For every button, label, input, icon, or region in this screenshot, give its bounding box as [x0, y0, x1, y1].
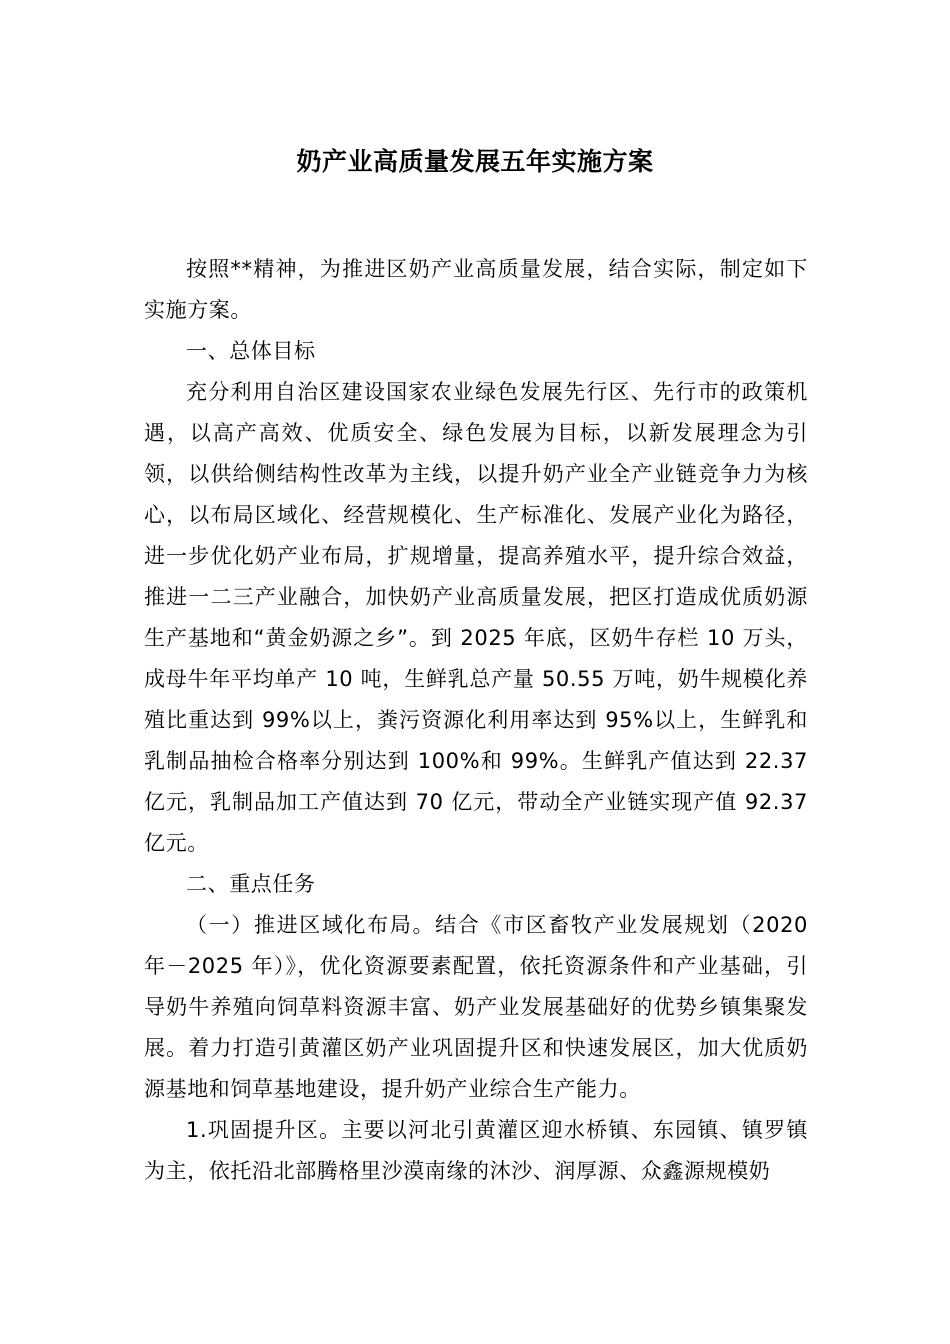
document-body [144, 249, 808, 1192]
regional-layout-paragraph: （一）推进区域化布局。结合《市区畜牧产业发展规划（2020 年－2025 年）》，优化资源要素配置，依托资源条件和产业基础，引导奶牛养殖向饲草料资源丰富、奶产业发展基础好的优势乡镇集聚发展。着力打造引黄灌区奶产业巩固提升区和快速发展区，加大优质奶源基地和饲草基地建设，提升奶产业综合生产能力。 [144, 913, 808, 1101]
consolidation-zone-paragraph: 1.巩固提升区。主要以河北引黄灌区迎水桥镇、东园镇、镇罗镇为主，依托沿北部腾格里沙漠南缘的沐沙、润厚源、众鑫源规模奶 [144, 1118, 808, 1183]
section-heading-key-tasks: 二、重点任务 [186, 872, 316, 896]
overall-goal-paragraph: 充分利用自治区建设国家农业绿色发展先行区、先行市的政策机遇，以高产高效、优质安全、绿色发展为目标，以新发展理念为引领，以供给侧结构性改革为主线，以提升奶产业全产业链竞争力为核心，以布局区域化、经营规模化、生产标准化、发展产业化为路径，进一步优化奶产业布局，扩规增量，提高养殖水平，提升综合效益，推进一二三产业融合，加快奶产业高质量发展，把区打造成优质奶源生产基地和“黄金奶源之乡”。到 2025 年底，区奶牛存栏 10 万头，成母牛年平均单产 10 吨，生鲜乳总产量 50.55 万吨，奶牛规模化养殖比重达到 99%以上，粪污资源化利用率达到 95%以上，生鲜乳和乳制品抽检合格率分别达到 100%和 99%。生鲜乳产值达到 22.37 亿元，乳制品加工产值达到 70 亿元，带动全产业链实现产值 92.37 亿元。 [144, 380, 808, 855]
intro-paragraph: 按照**精神，为推进区奶产业高质量发展，结合实际，制定如下实施方案。 [144, 257, 808, 322]
section-heading-overall-goal: 一、总体目标 [186, 339, 316, 363]
document-title: 奶产业高质量发展五年实施方案 [296, 147, 654, 176]
